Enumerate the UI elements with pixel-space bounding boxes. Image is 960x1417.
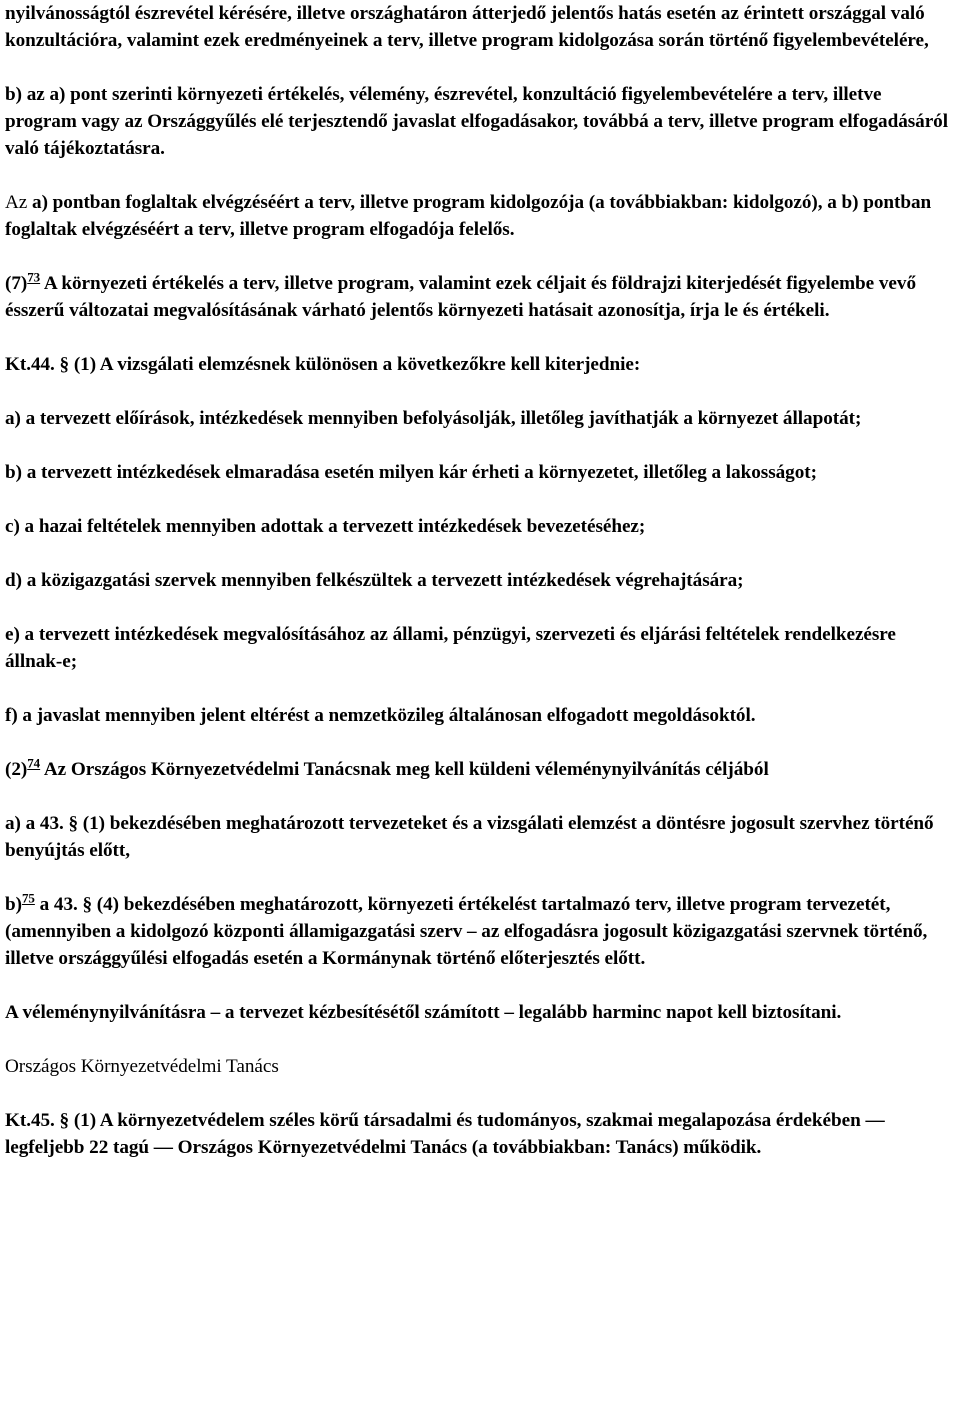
paragraph-number: (7): [5, 273, 28, 294]
footnote-link-73[interactable]: 73: [27, 269, 41, 285]
paragraph-7: [5, 270, 955, 324]
paragraph-opinion-deadline: A véleménynyilvánításra – a tervezet kézbesítésétől számított – legalább harminc napot kell biztosítani.: [5, 1002, 842, 1023]
list-item-f: f) a javaslat mennyiben jelent eltérést a nemzetközileg általánosan elfogadott megoldásoktól.: [5, 705, 756, 726]
section-kt44-heading: Kt.44. § (1) A vizsgálati elemzésnek különösen a következőkre kell kiterjednie:: [5, 354, 641, 375]
paragraph-2: [5, 756, 955, 783]
footnote-link-75[interactable]: 75: [21, 890, 35, 906]
footnote-link-74[interactable]: 74: [27, 755, 41, 771]
paragraph-text: a) pontban foglaltak elvégzéséért a terv, illetve program kidolgozója (a továbbiakban: kidolgozó), a b) pontban foglaltak elvégzéséért a terv, illetve program elfogadója felelős.: [5, 192, 932, 240]
document-body: [5, 0, 955, 1161]
section-kt45: Kt.45. § (1) A környezetvédelem széles körű társadalmi és tudományos, szakmai megalapozása érdekében — legfeljebb 22 tagú — Országos Környezetvédelmi Tanács (a továbbiakban: Tanács) működik.: [5, 1110, 885, 1158]
paragraph-lead-word: Az: [5, 192, 28, 213]
list-item-b: b) a tervezett intézkedések elmaradása esetén milyen kár érheti a környezetet, illetőleg a lakosságot;: [5, 462, 817, 483]
paragraph-number: b): [5, 894, 22, 915]
paragraph-number: (2): [5, 759, 28, 780]
paragraph-responsibility: [5, 189, 955, 243]
list-item-d: d) a közigazgatási szervek mennyiben felkészültek a tervezett intézkedések végrehajtására;: [5, 570, 744, 591]
list-item-b-43: [5, 891, 955, 972]
section-title: Országos Környezetvédelmi Tanács: [5, 1056, 279, 1077]
list-item-a-43: a) a 43. § (1) bekezdésében meghatározott tervezeteket és a vizsgálati elemzést a döntésre jogosult szervhez történő benyújtás előtt,: [5, 813, 934, 861]
list-item-c: c) a hazai feltételek mennyiben adottak a tervezett intézkedések bevezetéséhez;: [5, 516, 646, 537]
paragraph-b-point: b) az a) pont szerinti környezeti értékelés, vélemény, észrevétel, konzultáció figyelembevételére a terv, illetve program vagy az Országgyűlés elé terjesztendő javaslat elfogadásakor, továbbá a terv, illetve program elfogadásáról való tájékoztatásra.: [5, 84, 948, 159]
list-item-e: e) a tervezett intézkedések megvalósításához az állami, pénzügyi, szervezeti és eljárási feltételek rendelkezésre állnak-e;: [5, 624, 896, 672]
paragraph-text: A környezeti értékelés a terv, illetve program, valamint ezek céljait és földrajzi kiterjedését figyelembe vevő ésszerű változatai megvalósításának várható jelentős környezeti hatásait azonosítja, írja le és értékeli.: [5, 273, 916, 321]
paragraph-1: nyilvánosságtól észrevétel kérésére, illetve országhatáron átterjedő jelentős hatás esetén az érintett országgal való konzultációra, valamint ezek eredményeinek a terv, illetve program kidolgozása során történő figyelembevételére,: [5, 3, 929, 51]
paragraph-text: Az Országos Környezetvédelmi Tanácsnak meg kell küldeni véleménynyilvánítás céljából: [40, 759, 769, 780]
paragraph-text: a 43. § (4) bekezdésében meghatározott, környezeti értékelést tartalmazó terv, illetve program tervezetét, (amennyiben a kidolgozó központi államigazgatási szerv – az elfogadásra jogosult közigazgatási szervnek történő, illetve országgyűlési elfogadás esetén a Kormánynak történő előterjesztés előtt.: [5, 894, 928, 969]
list-item-a: a) a tervezett előírások, intézkedések mennyiben befolyásolják, illetőleg javíthatják a környezet állapotát;: [5, 408, 862, 429]
